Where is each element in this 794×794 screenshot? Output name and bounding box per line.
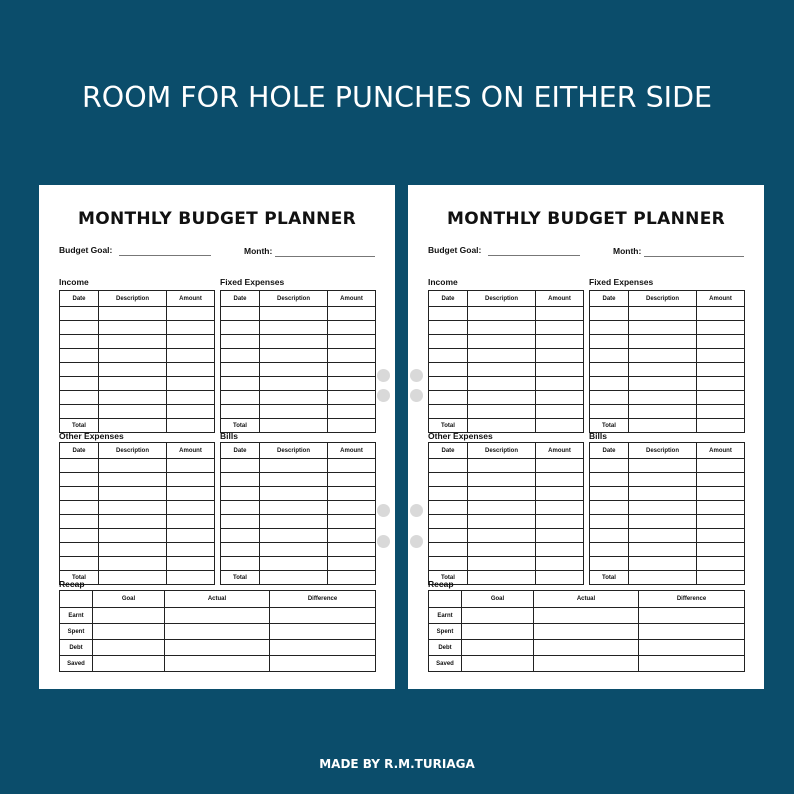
col-amount: Amount [328, 443, 376, 459]
budget-goal-field [59, 245, 112, 255]
table-row [60, 557, 215, 571]
recap-row-label: Saved [429, 656, 462, 672]
total-label: Total [221, 571, 260, 585]
table-row [429, 543, 584, 557]
recap-row [429, 624, 745, 640]
col-description: Description [260, 443, 328, 459]
table-row [60, 307, 215, 321]
table-row [590, 349, 745, 363]
table-row [429, 487, 584, 501]
table-row [429, 459, 584, 473]
table-row [429, 363, 584, 377]
table-row [60, 363, 215, 377]
total-label: Total [590, 571, 629, 585]
table-row [590, 335, 745, 349]
hole-punch-mark [410, 504, 423, 517]
recap-row-label: Earnt [429, 608, 462, 624]
recap-row [429, 656, 745, 672]
recap-row [429, 640, 745, 656]
table-row [590, 501, 745, 515]
table-row [429, 405, 584, 419]
table-row [590, 473, 745, 487]
bills-table [589, 442, 745, 585]
hole-punch-mark [410, 389, 423, 402]
other-expenses-heading: Other Expenses [59, 431, 124, 441]
recap-row [60, 656, 376, 672]
total-label: Total [429, 419, 468, 433]
hole-punch-mark [377, 504, 390, 517]
planner-page-left [39, 185, 395, 689]
table-row [60, 335, 215, 349]
bills-table [220, 442, 376, 585]
table-row [429, 335, 584, 349]
col-actual: Actual [534, 591, 639, 608]
table-row [60, 515, 215, 529]
recap-table [428, 590, 745, 672]
budget-goal-label: Budget Goal: [428, 245, 482, 255]
total-label: Total [60, 571, 99, 585]
table-row [221, 335, 376, 349]
hole-punch-mark [410, 535, 423, 548]
table-row [221, 501, 376, 515]
table-row [429, 307, 584, 321]
hole-punch-mark [377, 389, 390, 402]
table-row [221, 349, 376, 363]
table-row [221, 307, 376, 321]
table-row [60, 349, 215, 363]
planner-title: MONTHLY BUDGET PLANNER [78, 209, 356, 229]
col-date: Date [60, 291, 99, 307]
col-date: Date [60, 443, 99, 459]
col-amount: Amount [697, 291, 745, 307]
table-row [429, 473, 584, 487]
income-table [59, 290, 215, 433]
table-row [590, 307, 745, 321]
table-row [60, 391, 215, 405]
table-row [590, 321, 745, 335]
table-row [429, 391, 584, 405]
other-expenses-table [59, 442, 215, 585]
table-row [429, 377, 584, 391]
table-row [60, 529, 215, 543]
budget-goal-label: Budget Goal: [59, 245, 113, 255]
total-label: Total [429, 571, 468, 585]
recap-row-label: Spent [60, 624, 93, 640]
total-label: Total [221, 419, 260, 433]
table-row [590, 459, 745, 473]
bills-heading: Bills [220, 431, 238, 441]
table-row [221, 405, 376, 419]
budget-goal-field [428, 245, 481, 255]
table-row [221, 557, 376, 571]
recap-row [60, 640, 376, 656]
col-description: Description [99, 443, 167, 459]
hole-punch-mark [410, 369, 423, 382]
table-row [590, 543, 745, 557]
table-row [60, 405, 215, 419]
fixed-expenses-heading: Fixed Expenses [220, 277, 285, 287]
month-label: Month: [244, 246, 273, 256]
total-label: Total [60, 419, 99, 433]
recap-table [59, 590, 376, 672]
fixed-expenses-heading: Fixed Expenses [589, 277, 654, 287]
col-date: Date [429, 443, 468, 459]
other-expenses-table [428, 442, 584, 585]
recap-row-label: Saved [60, 656, 93, 672]
month-field [244, 246, 272, 256]
table-row [60, 459, 215, 473]
table-row [429, 321, 584, 335]
total-row [221, 419, 376, 433]
col-description: Description [468, 443, 536, 459]
headline: ROOM FOR HOLE PUNCHES ON EITHER SIDE [81, 81, 713, 114]
table-row [429, 557, 584, 571]
table-row [590, 391, 745, 405]
recap-row [60, 624, 376, 640]
footer-credit: MADE BY R.M.TURIAGA [319, 757, 475, 771]
table-row [221, 459, 376, 473]
col-description: Description [99, 291, 167, 307]
month-label: Month: [613, 246, 642, 256]
income-heading: Income [428, 277, 458, 287]
fixed-expenses-table [589, 290, 745, 433]
col-date: Date [590, 291, 629, 307]
col-amount: Amount [167, 443, 215, 459]
total-label: Total [590, 419, 629, 433]
col-date: Date [221, 443, 260, 459]
table-row [590, 405, 745, 419]
recap-row-label: Spent [429, 624, 462, 640]
table-row [590, 363, 745, 377]
bills-heading: Bills [589, 431, 607, 441]
col-date: Date [429, 291, 468, 307]
col-goal: Goal [93, 591, 165, 608]
col-description: Description [260, 291, 328, 307]
table-row [221, 515, 376, 529]
table-row [60, 501, 215, 515]
hole-punch-mark [377, 369, 390, 382]
total-row [590, 419, 745, 433]
hole-punch-mark [377, 535, 390, 548]
col-date: Date [590, 443, 629, 459]
table-row [60, 377, 215, 391]
col-amount: Amount [167, 291, 215, 307]
col-description: Description [468, 291, 536, 307]
table-row [221, 321, 376, 335]
fixed-expenses-table [220, 290, 376, 433]
col-amount: Amount [328, 291, 376, 307]
table-row [221, 487, 376, 501]
table-row [221, 473, 376, 487]
table-row [221, 377, 376, 391]
recap-row [429, 608, 745, 624]
income-heading: Income [59, 277, 89, 287]
planner-page-right [408, 185, 764, 689]
table-row [590, 529, 745, 543]
table-row [60, 487, 215, 501]
table-row [429, 515, 584, 529]
col-amount: Amount [536, 443, 584, 459]
recap-row [60, 608, 376, 624]
table-row [590, 487, 745, 501]
month-field [613, 246, 641, 256]
table-row [221, 391, 376, 405]
recap-heading: Recap [59, 579, 85, 589]
table-row [60, 321, 215, 335]
income-table [428, 290, 584, 433]
col-amount: Amount [697, 443, 745, 459]
col-difference: Difference [270, 591, 376, 608]
recap-row-label: Debt [60, 640, 93, 656]
total-row [221, 571, 376, 585]
table-row [590, 557, 745, 571]
recap-row-label: Debt [429, 640, 462, 656]
total-row [590, 571, 745, 585]
table-row [221, 363, 376, 377]
col-amount: Amount [536, 291, 584, 307]
table-row [221, 529, 376, 543]
recap-heading: Recap [428, 579, 454, 589]
table-row [590, 377, 745, 391]
other-expenses-heading: Other Expenses [428, 431, 493, 441]
table-row [429, 501, 584, 515]
planner-title: MONTHLY BUDGET PLANNER [447, 209, 725, 229]
table-row [221, 543, 376, 557]
table-row [60, 473, 215, 487]
col-description: Description [629, 443, 697, 459]
table-row [590, 515, 745, 529]
col-description: Description [629, 291, 697, 307]
table-row [60, 543, 215, 557]
table-row [429, 349, 584, 363]
col-goal: Goal [462, 591, 534, 608]
recap-row-label: Earnt [60, 608, 93, 624]
col-difference: Difference [639, 591, 745, 608]
col-date: Date [221, 291, 260, 307]
col-actual: Actual [165, 591, 270, 608]
table-row [429, 529, 584, 543]
